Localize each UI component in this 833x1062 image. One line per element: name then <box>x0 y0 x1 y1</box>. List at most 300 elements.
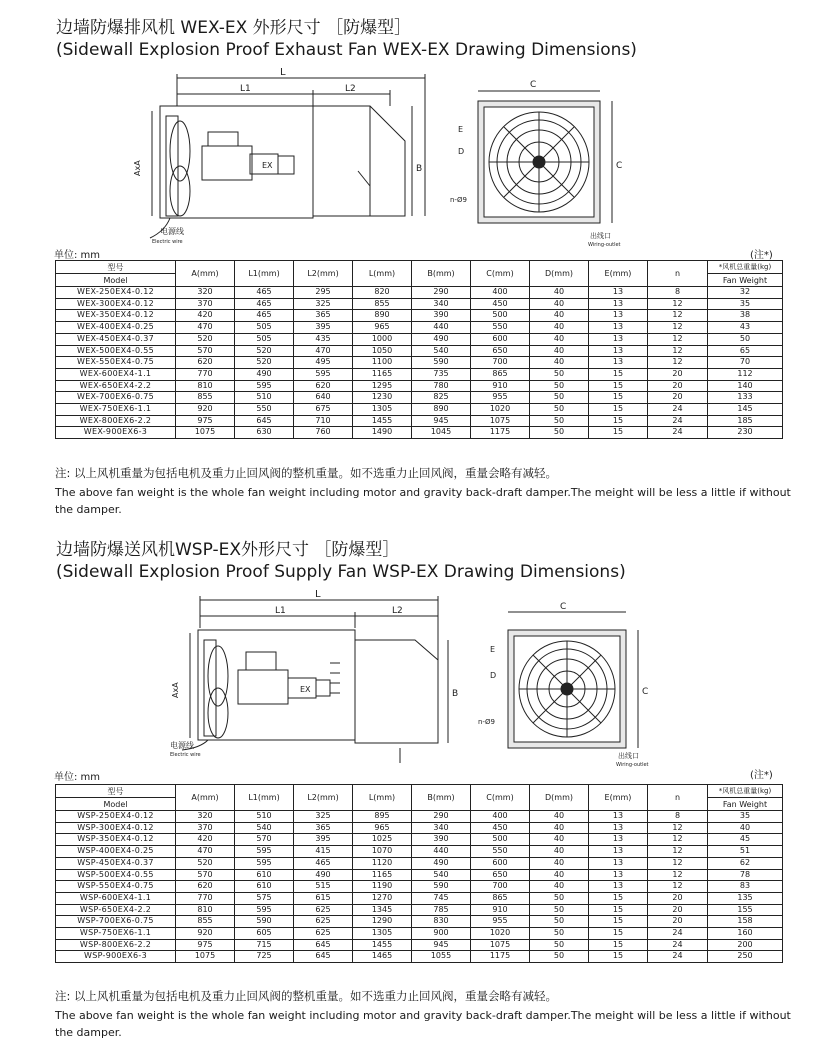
cell-l: 965 <box>353 822 412 834</box>
cell-d: 50 <box>530 939 589 951</box>
cell-e: 13 <box>589 310 648 322</box>
table-row <box>56 892 783 904</box>
header-c: C(mm) <box>471 785 530 811</box>
label-ex: EX <box>262 161 273 170</box>
supply-front-view-drawing <box>478 600 658 770</box>
cell-e: 13 <box>589 869 648 881</box>
cell-weight: 35 <box>708 298 783 310</box>
cell-e: 15 <box>589 939 648 951</box>
table-row <box>56 822 783 834</box>
cell-n: 24 <box>648 939 708 951</box>
cell-d: 40 <box>530 287 589 299</box>
cell-model: WEX-650EX4-2.2 <box>56 380 176 392</box>
cell-l: 1070 <box>353 846 412 858</box>
cell-a: 620 <box>176 357 235 369</box>
cell-l: 1295 <box>353 380 412 392</box>
cell-e: 15 <box>589 368 648 380</box>
cell-l2: 495 <box>294 357 353 369</box>
table-row <box>56 392 783 404</box>
label-l: L <box>315 589 321 600</box>
cell-l1: 605 <box>235 928 294 940</box>
header-model-en: Model <box>56 798 176 811</box>
cell-l2: 710 <box>294 415 353 427</box>
cell-e: 15 <box>589 392 648 404</box>
header-weight-en: Fan Weight <box>708 798 783 811</box>
cell-c: 450 <box>471 298 530 310</box>
cell-l1: 465 <box>235 287 294 299</box>
cell-e: 13 <box>589 811 648 823</box>
cell-weight: 51 <box>708 846 783 858</box>
cell-c: 650 <box>471 345 530 357</box>
cell-a: 770 <box>176 368 235 380</box>
cell-n: 24 <box>648 427 708 439</box>
cell-weight: 135 <box>708 892 783 904</box>
cell-weight: 78 <box>708 869 783 881</box>
cell-l1: 505 <box>235 333 294 345</box>
cell-b: 590 <box>412 881 471 893</box>
cell-b: 785 <box>412 904 471 916</box>
label-c-side: C <box>642 687 649 697</box>
cell-c: 955 <box>471 916 530 928</box>
label-l: L <box>280 67 286 78</box>
cell-n: 12 <box>648 881 708 893</box>
cell-b: 390 <box>412 834 471 846</box>
label-e: E <box>490 645 496 654</box>
cell-n: 12 <box>648 322 708 334</box>
label-l2: L2 <box>392 606 403 616</box>
cell-a: 920 <box>176 404 235 416</box>
cell-a: 770 <box>176 892 235 904</box>
cell-n: 24 <box>648 951 708 963</box>
cell-a: 1075 <box>176 427 235 439</box>
cell-d: 50 <box>530 368 589 380</box>
supply-note-cn: 注: 以上风机重量为包括电机及重力止回风阀的整机重量。如不选重力止回风阀，重量会略有减轻。 <box>55 989 558 1003</box>
cell-a: 1075 <box>176 951 235 963</box>
supply-side-view-drawing <box>160 588 460 768</box>
cell-l1: 715 <box>235 939 294 951</box>
header-b: B(mm) <box>412 261 471 287</box>
label-ex: EX <box>300 685 311 694</box>
cell-e: 15 <box>589 380 648 392</box>
cell-l2: 515 <box>294 881 353 893</box>
cell-c: 865 <box>471 368 530 380</box>
cell-d: 40 <box>530 345 589 357</box>
cell-d: 40 <box>530 834 589 846</box>
cell-d: 50 <box>530 380 589 392</box>
cell-l2: 395 <box>294 322 353 334</box>
cell-l: 965 <box>353 322 412 334</box>
header-e: E(mm) <box>589 261 648 287</box>
cell-weight: 145 <box>708 404 783 416</box>
cell-l1: 595 <box>235 904 294 916</box>
cell-weight: 160 <box>708 928 783 940</box>
cell-model: WSP-250EX4-0.12 <box>56 811 176 823</box>
cell-b: 290 <box>412 287 471 299</box>
cell-weight: 35 <box>708 811 783 823</box>
cell-model: WEX-300EX4-0.12 <box>56 298 176 310</box>
cell-l1: 540 <box>235 822 294 834</box>
cell-l2: 675 <box>294 404 353 416</box>
cell-l: 855 <box>353 298 412 310</box>
cell-l1: 595 <box>235 380 294 392</box>
cell-model: WEX-500EX4-0.55 <box>56 345 176 357</box>
cell-weight: 62 <box>708 857 783 869</box>
cell-n: 12 <box>648 333 708 345</box>
cell-l1: 570 <box>235 834 294 846</box>
label-l1: L1 <box>240 84 251 94</box>
cell-l2: 365 <box>294 822 353 834</box>
cell-l2: 325 <box>294 811 353 823</box>
cell-d: 50 <box>530 427 589 439</box>
cell-e: 13 <box>589 287 648 299</box>
cell-l2: 625 <box>294 928 353 940</box>
cell-c: 600 <box>471 333 530 345</box>
label-l2: L2 <box>345 84 356 94</box>
cell-l1: 550 <box>235 404 294 416</box>
header-l2: L2(mm) <box>294 785 353 811</box>
cell-l: 1290 <box>353 916 412 928</box>
cell-d: 40 <box>530 310 589 322</box>
cell-a: 570 <box>176 869 235 881</box>
cell-b: 290 <box>412 811 471 823</box>
cell-l: 1270 <box>353 892 412 904</box>
cell-c: 865 <box>471 892 530 904</box>
cell-l2: 365 <box>294 310 353 322</box>
cell-c: 600 <box>471 857 530 869</box>
cell-b: 590 <box>412 357 471 369</box>
cell-b: 900 <box>412 928 471 940</box>
table-row <box>56 869 783 881</box>
label-b: B <box>452 689 459 699</box>
table-row <box>56 811 783 823</box>
cell-b: 340 <box>412 298 471 310</box>
header-c: C(mm) <box>471 261 530 287</box>
cell-weight: 40 <box>708 822 783 834</box>
label-wire-en: Electric wire <box>152 239 183 245</box>
cell-c: 650 <box>471 869 530 881</box>
cell-d: 50 <box>530 904 589 916</box>
exhaust-note-mark: (注*) <box>750 250 773 261</box>
label-outlet-cn: 出线口 <box>618 752 639 760</box>
cell-c: 1020 <box>471 928 530 940</box>
supply-spec-table <box>55 784 783 963</box>
table-row <box>56 846 783 858</box>
exhaust-title-cn: 边墙防爆排风机 WEX-EX 外形尺寸 ［防爆型］ <box>56 18 412 38</box>
table-row <box>56 310 783 322</box>
cell-weight: 83 <box>708 881 783 893</box>
cell-l: 1000 <box>353 333 412 345</box>
cell-c: 500 <box>471 834 530 846</box>
label-n-dia: n-Ø9 <box>450 196 467 204</box>
cell-l1: 590 <box>235 916 294 928</box>
cell-l: 1305 <box>353 928 412 940</box>
cell-a: 810 <box>176 380 235 392</box>
header-model-cn: 型号 <box>56 261 176 274</box>
header-l1: L1(mm) <box>235 785 294 811</box>
cell-d: 40 <box>530 881 589 893</box>
cell-e: 13 <box>589 881 648 893</box>
supply-note-mark: (注*) <box>750 770 773 781</box>
table-row <box>56 951 783 963</box>
label-axa: AxA <box>133 160 142 176</box>
cell-weight: 32 <box>708 287 783 299</box>
cell-weight: 133 <box>708 392 783 404</box>
label-axa: AxA <box>171 682 180 698</box>
table-row <box>56 857 783 869</box>
cell-model: WSP-700EX6-0.75 <box>56 916 176 928</box>
cell-a: 320 <box>176 811 235 823</box>
cell-e: 13 <box>589 333 648 345</box>
cell-a: 470 <box>176 846 235 858</box>
table-row <box>56 404 783 416</box>
cell-l: 1165 <box>353 368 412 380</box>
supply-note-en: The above fan weight is the whole fan weight including motor and gravity back-draft damper.The meight will be less a little if without the damper. <box>55 1009 791 1039</box>
header-model-cn: 型号 <box>56 785 176 798</box>
header-d: D(mm) <box>530 261 589 287</box>
cell-e: 13 <box>589 834 648 846</box>
cell-model: WEX-450EX4-0.37 <box>56 333 176 345</box>
cell-n: 12 <box>648 846 708 858</box>
table-row <box>56 928 783 940</box>
header-l1: L1(mm) <box>235 261 294 287</box>
label-outlet-cn: 出线口 <box>590 232 611 240</box>
label-c: C <box>560 602 567 612</box>
cell-c: 910 <box>471 380 530 392</box>
cell-e: 15 <box>589 904 648 916</box>
table-row <box>56 333 783 345</box>
cell-b: 945 <box>412 415 471 427</box>
table-row <box>56 368 783 380</box>
cell-model: WEX-700EX6-0.75 <box>56 392 176 404</box>
header-d: D(mm) <box>530 785 589 811</box>
cell-n: 20 <box>648 892 708 904</box>
cell-weight: 200 <box>708 939 783 951</box>
cell-n: 12 <box>648 345 708 357</box>
cell-b: 490 <box>412 857 471 869</box>
exhaust-side-view-drawing <box>130 66 430 246</box>
label-d: D <box>458 147 465 156</box>
cell-l2: 625 <box>294 904 353 916</box>
header-a: A(mm) <box>176 785 235 811</box>
cell-a: 320 <box>176 287 235 299</box>
cell-model: WEX-800EX6-2.2 <box>56 415 176 427</box>
cell-e: 15 <box>589 951 648 963</box>
cell-b: 825 <box>412 392 471 404</box>
table-row <box>56 287 783 299</box>
cell-n: 20 <box>648 916 708 928</box>
cell-weight: 43 <box>708 322 783 334</box>
cell-d: 50 <box>530 916 589 928</box>
cell-e: 13 <box>589 846 648 858</box>
cell-d: 50 <box>530 415 589 427</box>
cell-a: 975 <box>176 939 235 951</box>
supply-table-body <box>56 811 783 963</box>
cell-n: 8 <box>648 811 708 823</box>
cell-a: 855 <box>176 392 235 404</box>
cell-model: WSP-750EX6-1.1 <box>56 928 176 940</box>
cell-model: WEX-350EX4-0.12 <box>56 310 176 322</box>
cell-l1: 595 <box>235 857 294 869</box>
table-row <box>56 904 783 916</box>
supply-title-en: (Sidewall Explosion Proof Supply Fan WSP-EX Drawing Dimensions) <box>56 562 626 582</box>
cell-model: WEX-250EX4-0.12 <box>56 287 176 299</box>
cell-e: 15 <box>589 427 648 439</box>
cell-l: 1165 <box>353 869 412 881</box>
cell-l2: 435 <box>294 333 353 345</box>
label-outlet-en: Wiring-outlet <box>616 762 649 768</box>
cell-n: 12 <box>648 834 708 846</box>
table-row <box>56 322 783 334</box>
header-weight-cn: *风机总重量(kg) <box>708 261 783 274</box>
cell-c: 450 <box>471 822 530 834</box>
cell-a: 470 <box>176 322 235 334</box>
cell-b: 735 <box>412 368 471 380</box>
cell-e: 15 <box>589 892 648 904</box>
cell-l2: 465 <box>294 857 353 869</box>
cell-n: 12 <box>648 822 708 834</box>
cell-c: 400 <box>471 287 530 299</box>
cell-l2: 490 <box>294 869 353 881</box>
cell-l: 895 <box>353 811 412 823</box>
cell-n: 24 <box>648 415 708 427</box>
cell-l: 890 <box>353 310 412 322</box>
cell-n: 12 <box>648 310 708 322</box>
label-c-side: C <box>616 161 623 171</box>
cell-c: 550 <box>471 322 530 334</box>
exhaust-note-cn: 注: 以上风机重量为包括电机及重力止回风阀的整机重量。如不选重力止回风阀，重量会略有减轻。 <box>55 466 558 480</box>
cell-l: 1230 <box>353 392 412 404</box>
cell-n: 12 <box>648 357 708 369</box>
cell-l: 1490 <box>353 427 412 439</box>
cell-a: 810 <box>176 904 235 916</box>
cell-l: 1305 <box>353 404 412 416</box>
label-b: B <box>416 164 423 174</box>
supply-title-cn: 边墙防爆送风机WSP-EX外形尺寸 ［防爆型］ <box>56 540 400 560</box>
cell-a: 570 <box>176 345 235 357</box>
cell-c: 700 <box>471 357 530 369</box>
cell-n: 20 <box>648 368 708 380</box>
cell-c: 700 <box>471 881 530 893</box>
cell-l2: 640 <box>294 392 353 404</box>
cell-e: 13 <box>589 298 648 310</box>
cell-l2: 415 <box>294 846 353 858</box>
cell-d: 40 <box>530 822 589 834</box>
cell-l2: 760 <box>294 427 353 439</box>
cell-l2: 625 <box>294 916 353 928</box>
cell-n: 12 <box>648 869 708 881</box>
cell-n: 8 <box>648 287 708 299</box>
cell-b: 1055 <box>412 951 471 963</box>
header-a: A(mm) <box>176 261 235 287</box>
label-outlet-en: Wiring-outlet <box>588 242 621 248</box>
label-e: E <box>458 125 464 134</box>
cell-l1: 505 <box>235 322 294 334</box>
cell-model: WSP-800EX6-2.2 <box>56 939 176 951</box>
cell-l: 1345 <box>353 904 412 916</box>
header-model-en: Model <box>56 274 176 287</box>
header-weight-en: Fan Weight <box>708 274 783 287</box>
cell-l2: 615 <box>294 892 353 904</box>
cell-weight: 112 <box>708 368 783 380</box>
cell-model: WSP-550EX4-0.75 <box>56 881 176 893</box>
cell-d: 40 <box>530 357 589 369</box>
cell-l1: 520 <box>235 357 294 369</box>
exhaust-unit: 单位: mm <box>54 250 101 261</box>
cell-model: WSP-350EX4-0.12 <box>56 834 176 846</box>
label-wire-cn: 电源线 <box>160 227 184 236</box>
cell-l: 1120 <box>353 857 412 869</box>
cell-b: 830 <box>412 916 471 928</box>
cell-n: 20 <box>648 904 708 916</box>
cell-l: 1190 <box>353 881 412 893</box>
header-l2: L2(mm) <box>294 261 353 287</box>
cell-b: 390 <box>412 310 471 322</box>
label-c: C <box>530 80 537 90</box>
cell-l1: 610 <box>235 869 294 881</box>
cell-d: 50 <box>530 928 589 940</box>
cell-model: WSP-300EX4-0.12 <box>56 822 176 834</box>
cell-l2: 645 <box>294 939 353 951</box>
cell-d: 50 <box>530 951 589 963</box>
cell-b: 540 <box>412 345 471 357</box>
cell-l2: 645 <box>294 951 353 963</box>
cell-l: 1025 <box>353 834 412 846</box>
cell-l: 1465 <box>353 951 412 963</box>
cell-b: 890 <box>412 404 471 416</box>
cell-weight: 250 <box>708 951 783 963</box>
cell-b: 540 <box>412 869 471 881</box>
cell-a: 420 <box>176 310 235 322</box>
cell-b: 945 <box>412 939 471 951</box>
cell-b: 1045 <box>412 427 471 439</box>
cell-c: 910 <box>471 904 530 916</box>
cell-n: 20 <box>648 380 708 392</box>
cell-model: WEX-900EX6-3 <box>56 427 176 439</box>
cell-e: 13 <box>589 345 648 357</box>
cell-d: 40 <box>530 846 589 858</box>
cell-d: 40 <box>530 333 589 345</box>
cell-n: 12 <box>648 298 708 310</box>
cell-model: WSP-600EX4-1.1 <box>56 892 176 904</box>
cell-l: 1455 <box>353 939 412 951</box>
cell-a: 370 <box>176 298 235 310</box>
cell-l2: 595 <box>294 368 353 380</box>
cell-e: 15 <box>589 404 648 416</box>
cell-model: WEX-400EX4-0.25 <box>56 322 176 334</box>
table-row <box>56 427 783 439</box>
cell-l: 820 <box>353 287 412 299</box>
cell-l: 1050 <box>353 345 412 357</box>
cell-weight: 230 <box>708 427 783 439</box>
cell-c: 550 <box>471 846 530 858</box>
table-row <box>56 415 783 427</box>
cell-weight: 158 <box>708 916 783 928</box>
cell-d: 50 <box>530 392 589 404</box>
cell-model: WSP-650EX4-2.2 <box>56 904 176 916</box>
supply-unit: 单位: mm <box>54 772 101 783</box>
cell-c: 400 <box>471 811 530 823</box>
cell-a: 520 <box>176 857 235 869</box>
table-row <box>56 834 783 846</box>
cell-model: WEX-750EX6-1.1 <box>56 404 176 416</box>
cell-weight: 50 <box>708 333 783 345</box>
table-row <box>56 939 783 951</box>
table-row <box>56 881 783 893</box>
cell-d: 40 <box>530 811 589 823</box>
cell-c: 955 <box>471 392 530 404</box>
cell-a: 420 <box>176 834 235 846</box>
cell-d: 50 <box>530 892 589 904</box>
